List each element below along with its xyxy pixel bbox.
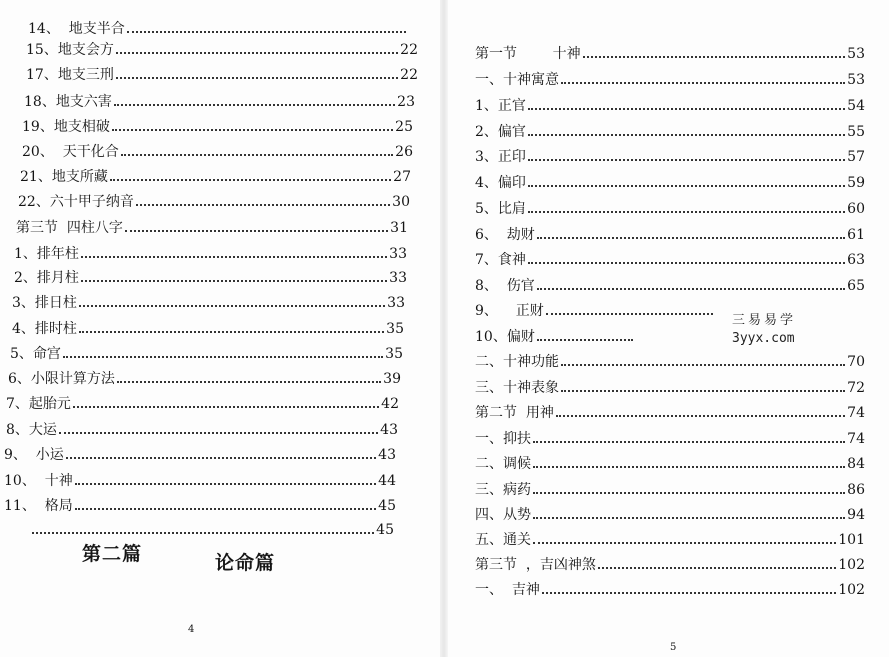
toc-leader	[561, 364, 845, 366]
toc-entry	[475, 379, 865, 397]
toc-label: 7、起胎元	[6, 396, 71, 412]
toc-leader	[528, 159, 845, 161]
toc-entry	[8, 370, 401, 388]
toc-page: 60	[847, 201, 865, 217]
toc-leader	[63, 356, 383, 358]
toc-page: 63	[847, 252, 865, 268]
toc-entry	[12, 294, 405, 312]
toc-entry	[475, 302, 715, 320]
toc-leader	[546, 313, 713, 315]
toc-entry	[26, 41, 418, 59]
toc-page: 43	[380, 422, 398, 438]
toc-entry	[475, 200, 865, 218]
toc-label: 3、排日柱	[12, 295, 77, 311]
toc-leader	[81, 256, 387, 258]
toc-label: 4、排时柱	[12, 321, 77, 337]
toc-label: 18、地支六害	[24, 94, 112, 110]
toc-entry	[475, 581, 865, 599]
toc-page: 35	[385, 346, 403, 362]
toc-leader	[528, 134, 845, 136]
toc-page: 43	[378, 447, 396, 463]
toc-page: 65	[847, 278, 865, 294]
toc-leader	[79, 331, 384, 333]
toc-entry	[20, 168, 411, 186]
toc-label: 5、命宫	[10, 346, 61, 362]
toc-entry	[475, 123, 865, 141]
toc-leader	[32, 532, 374, 534]
toc-label: 第三节 ，吉凶神煞	[475, 557, 596, 573]
toc-label: 2、排月柱	[14, 270, 79, 286]
toc-page: 22	[400, 67, 418, 83]
toc-leader	[528, 211, 845, 213]
toc-page: 25	[395, 119, 413, 135]
toc-leader	[542, 592, 836, 594]
toc-entry	[16, 219, 408, 237]
toc-label: 6、 劫财	[475, 227, 535, 243]
toc-leader	[583, 56, 846, 58]
toc-leader	[81, 280, 387, 282]
right-page	[445, 0, 889, 657]
toc-page: 33	[389, 270, 407, 286]
toc-entry	[22, 118, 413, 136]
toc-page: 42	[381, 396, 399, 412]
toc-leader	[117, 381, 381, 383]
toc-label: 9、 小运	[4, 447, 64, 463]
toc-label: 一、十神寓意	[475, 72, 559, 88]
toc-page: 59	[847, 175, 865, 191]
toc-label: 21、地支所藏	[20, 169, 108, 185]
toc-entry	[4, 497, 396, 515]
toc-leader	[528, 262, 845, 264]
toc-entry	[10, 345, 403, 363]
page-number: 5	[670, 642, 677, 653]
toc-entry	[475, 506, 865, 524]
toc-entry	[475, 328, 635, 346]
toc-label: 19、地支相破	[22, 119, 110, 135]
watermark-url: 3yyx.com	[732, 331, 795, 346]
toc-entry	[475, 174, 865, 192]
toc-page: 33	[387, 295, 405, 311]
toc-label: 一、 吉神	[475, 582, 540, 598]
toc-leader	[537, 237, 845, 239]
toc-label: 2、偏官	[475, 124, 526, 140]
toc-page: 23	[397, 94, 415, 110]
toc-entry	[18, 193, 410, 211]
toc-entry	[4, 446, 396, 464]
toc-page: 45	[376, 522, 394, 538]
toc-page: 22	[400, 42, 418, 58]
toc-page: 74	[847, 431, 865, 447]
toc-entry	[28, 20, 408, 38]
toc-leader	[73, 406, 379, 408]
toc-leader	[66, 457, 376, 459]
toc-page: 45	[378, 498, 396, 514]
toc-page: 84	[847, 456, 865, 472]
toc-entry	[475, 226, 865, 244]
toc-leader	[561, 390, 845, 392]
toc-leader	[112, 129, 393, 131]
toc-entry	[14, 245, 407, 263]
toc-label: 一、抑扶	[475, 431, 531, 447]
toc-leader	[127, 31, 406, 33]
toc-entry	[475, 455, 865, 473]
page-number: 4	[188, 624, 195, 635]
toc-leader	[75, 508, 376, 510]
toc-leader	[556, 415, 845, 417]
toc-leader	[79, 305, 385, 307]
toc-leader	[75, 483, 376, 485]
toc-entry	[26, 66, 418, 84]
toc-label: 10、偏财	[475, 329, 535, 345]
toc-label: 4、偏印	[475, 175, 526, 191]
toc-entry	[475, 481, 865, 499]
toc-leader	[533, 466, 845, 468]
toc-label: 22、六十甲子纳音	[18, 194, 134, 210]
toc-leader	[116, 77, 398, 79]
toc-leader	[121, 154, 393, 156]
toc-label: 1、正官	[475, 98, 526, 114]
toc-entry	[475, 404, 865, 422]
toc-entry	[30, 521, 394, 539]
toc-entry	[22, 143, 413, 161]
toc-label: 9、 正财	[475, 303, 544, 319]
toc-leader	[533, 517, 845, 519]
toc-entry	[14, 269, 407, 287]
toc-leader	[528, 185, 845, 187]
toc-page: 102	[838, 582, 865, 598]
toc-entry	[475, 71, 865, 89]
toc-leader	[537, 288, 845, 290]
toc-label: 14、 地支半合	[28, 21, 125, 37]
toc-entry	[475, 430, 865, 448]
toc-page: 54	[847, 98, 865, 114]
toc-entry	[475, 353, 865, 371]
toc-leader	[114, 104, 395, 106]
toc-label: 7、食神	[475, 252, 526, 268]
toc-label: 5、比肩	[475, 201, 526, 217]
toc-leader	[533, 441, 845, 443]
toc-leader	[59, 432, 378, 434]
toc-label: 6、小限计算方法	[8, 371, 115, 387]
toc-label: 10、 十神	[4, 473, 73, 489]
toc-page: 35	[386, 321, 404, 337]
toc-label: 二、调候	[475, 456, 531, 472]
toc-label: 17、地支三刑	[26, 67, 114, 83]
toc-page: 39	[383, 371, 401, 387]
toc-entry	[475, 277, 865, 295]
toc-entry	[475, 45, 865, 63]
toc-leader	[528, 108, 845, 110]
toc-page: 61	[847, 227, 865, 243]
toc-page: 30	[392, 194, 410, 210]
toc-page: 44	[378, 473, 396, 489]
toc-page: 26	[395, 144, 413, 160]
toc-label: 11、 格局	[4, 498, 73, 514]
part-heading-title: 论命篇	[215, 552, 276, 574]
toc-entry	[6, 395, 399, 413]
toc-label: 二、十神功能	[475, 354, 559, 370]
watermark-name: 三易易学	[732, 313, 797, 328]
toc-label: 五、通关	[475, 532, 531, 548]
toc-label: 四、从势	[475, 507, 531, 523]
toc-label: 15、地支会方	[26, 42, 114, 58]
toc-leader	[561, 82, 845, 84]
toc-label: 8、 伤官	[475, 278, 535, 294]
toc-page: 55	[847, 124, 865, 140]
toc-page: 74	[847, 405, 865, 421]
toc-entry	[24, 93, 415, 111]
toc-leader	[125, 230, 388, 232]
toc-entry	[475, 556, 865, 574]
toc-entry	[4, 472, 396, 490]
toc-leader	[110, 179, 391, 181]
watermark	[732, 312, 796, 348]
toc-leader	[116, 52, 398, 54]
toc-page: 94	[847, 507, 865, 523]
toc-page: 27	[393, 169, 411, 185]
toc-page: 86	[847, 482, 865, 498]
toc-leader	[537, 339, 633, 341]
toc-entry	[12, 320, 404, 338]
toc-page: 101	[838, 532, 865, 548]
toc-label: 第一节 十神	[475, 46, 581, 62]
part-heading-number: 第二篇	[82, 543, 143, 565]
toc-label: 第三节 四柱八字	[16, 220, 123, 236]
toc-label: 3、正印	[475, 149, 526, 165]
toc-page: 53	[847, 46, 865, 62]
toc-entry	[475, 148, 865, 166]
toc-label: 第二节 用神	[475, 405, 554, 421]
toc-entry	[475, 97, 865, 115]
toc-label: 1、排年柱	[14, 246, 79, 262]
toc-page: 72	[847, 380, 865, 396]
toc-entry	[6, 421, 398, 439]
toc-leader	[533, 492, 845, 494]
toc-page: 102	[838, 557, 865, 573]
toc-entry	[475, 531, 865, 549]
toc-label: 20、 天干化合	[22, 144, 119, 160]
toc-page: 70	[847, 354, 865, 370]
toc-label: 三、病药	[475, 482, 531, 498]
toc-page: 53	[847, 72, 865, 88]
toc-leader	[136, 204, 390, 206]
toc-label: 8、大运	[6, 422, 57, 438]
toc-entry	[475, 251, 865, 269]
toc-label: 三、十神表象	[475, 380, 559, 396]
toc-page: 31	[390, 220, 408, 236]
toc-page: 33	[389, 246, 407, 262]
toc-leader	[533, 542, 836, 544]
toc-page: 57	[847, 149, 865, 165]
toc-leader	[598, 567, 836, 569]
